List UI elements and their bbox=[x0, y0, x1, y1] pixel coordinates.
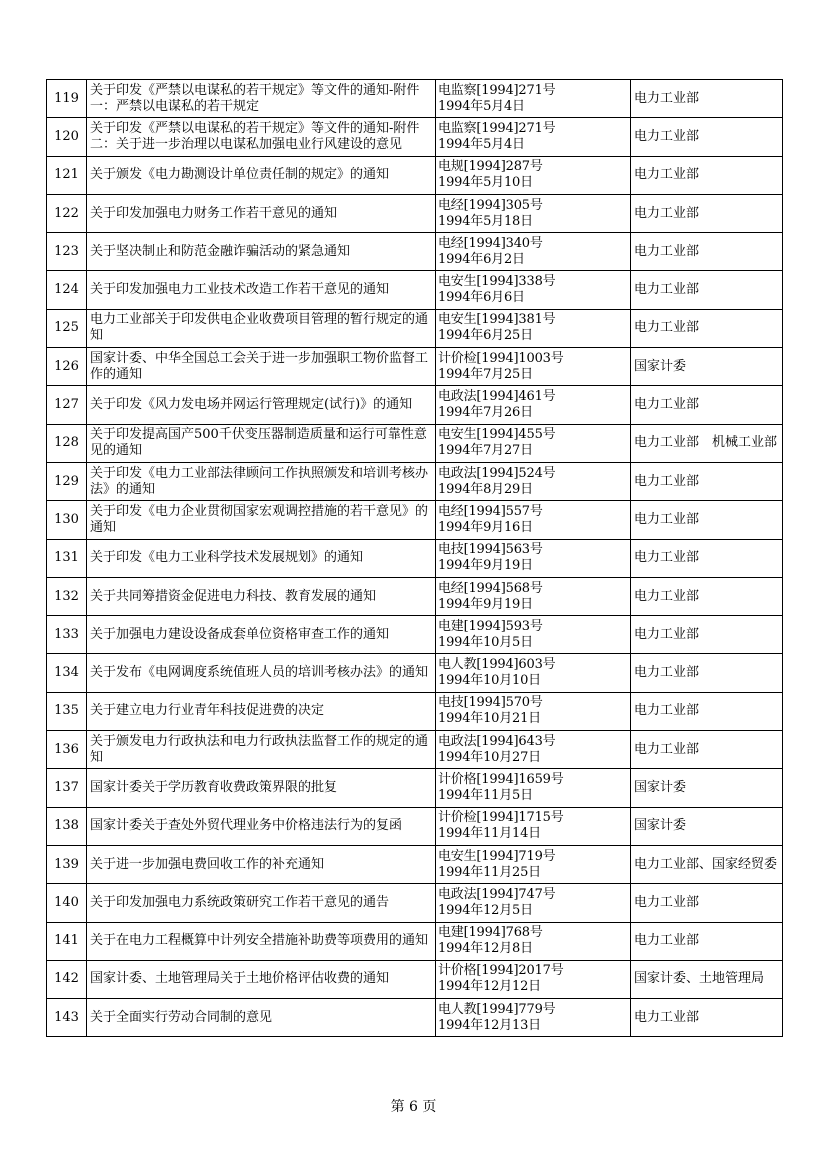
table-row bbox=[47, 118, 783, 156]
document-number-cell bbox=[436, 194, 631, 232]
document-date: 1994年9月19日 bbox=[438, 558, 533, 574]
document-date: 1994年6月25日 bbox=[438, 328, 533, 344]
row-number: 122 bbox=[47, 194, 87, 232]
issuing-organization: 国家计委 bbox=[631, 807, 783, 845]
issuing-organization: 电力工业部 bbox=[631, 309, 783, 347]
document-date: 1994年10月27日 bbox=[438, 749, 541, 765]
table-row bbox=[47, 539, 783, 577]
row-number: 138 bbox=[47, 807, 87, 845]
document-number-cell bbox=[436, 692, 631, 730]
document-date: 1994年5月10日 bbox=[438, 175, 533, 191]
document-date: 1994年7月26日 bbox=[438, 405, 533, 421]
document-title: 关于颁发《电力勘测设计单位责任制的规定》的通知 bbox=[87, 156, 436, 194]
document-number-cell bbox=[436, 731, 631, 769]
document-title: 国家计委、中华全国总工会关于进一步加强职工物价监督工作的通知 bbox=[87, 348, 436, 386]
document-code: 电规[1994]287号 bbox=[438, 159, 543, 175]
issuing-organization: 电力工业部 bbox=[631, 692, 783, 730]
document-title: 关于印发加强电力工业技术改造工作若干意见的通知 bbox=[87, 271, 436, 309]
document-code: 电人教[1994]779号 bbox=[438, 1001, 556, 1017]
row-number: 132 bbox=[47, 577, 87, 615]
issuing-organization: 电力工业部 bbox=[631, 654, 783, 692]
row-number: 143 bbox=[47, 999, 87, 1037]
document-code: 电经[1994]557号 bbox=[438, 503, 543, 519]
document-number-cell bbox=[436, 348, 631, 386]
table-row bbox=[47, 80, 783, 118]
row-number: 127 bbox=[47, 386, 87, 424]
document-title: 国家计委、土地管理局关于土地价格评估收费的通知 bbox=[87, 960, 436, 998]
document-number-cell bbox=[436, 884, 631, 922]
row-number: 123 bbox=[47, 233, 87, 271]
document-code: 电政法[1994]643号 bbox=[438, 733, 556, 749]
document-code: 电经[1994]305号 bbox=[438, 197, 543, 213]
document-title: 关于印发加强电力系统政策研究工作若干意见的通告 bbox=[87, 884, 436, 922]
document-number-cell bbox=[436, 999, 631, 1037]
page-number: 第 6 页 bbox=[390, 1099, 437, 1115]
document-code: 电经[1994]568号 bbox=[438, 580, 543, 596]
document-date: 1994年11月14日 bbox=[438, 826, 541, 842]
document-number-cell bbox=[436, 80, 631, 118]
document-title: 关于印发提高国产500千伏变压器制造质量和运行可靠性意见的通知 bbox=[87, 424, 436, 462]
document-date: 1994年5月4日 bbox=[438, 98, 525, 114]
document-number-cell bbox=[436, 577, 631, 615]
row-number: 141 bbox=[47, 922, 87, 960]
row-number: 131 bbox=[47, 539, 87, 577]
table-row bbox=[47, 654, 783, 692]
issuing-organization: 电力工业部 bbox=[631, 922, 783, 960]
issuing-organization: 电力工业部 机械工业部 bbox=[631, 424, 783, 462]
document-title: 关于印发《严禁以电谋私的若干规定》等文件的通知-附件二：关于进一步治理以电谋私加强电业行风建设的意见 bbox=[87, 118, 436, 156]
table-row bbox=[47, 616, 783, 654]
document-date: 1994年12月13日 bbox=[438, 1017, 541, 1033]
issuing-organization: 电力工业部 bbox=[631, 462, 783, 500]
table-row bbox=[47, 309, 783, 347]
document-code: 电安生[1994]338号 bbox=[438, 274, 556, 290]
document-number-cell bbox=[436, 233, 631, 271]
document-title: 关于印发《风力发电场并网运行管理规定(试行)》的通知 bbox=[87, 386, 436, 424]
document-title: 国家计委关于查处外贸代理业务中价格违法行为的复函 bbox=[87, 807, 436, 845]
document-date: 1994年6月6日 bbox=[438, 290, 525, 306]
document-date: 1994年7月25日 bbox=[438, 366, 533, 382]
issuing-organization: 电力工业部 bbox=[631, 616, 783, 654]
document-code: 电监察[1994]271号 bbox=[438, 120, 556, 136]
document-code: 电安生[1994]381号 bbox=[438, 312, 556, 328]
row-number: 140 bbox=[47, 884, 87, 922]
document-number-cell bbox=[436, 424, 631, 462]
document-number-cell bbox=[436, 118, 631, 156]
issuing-organization: 电力工业部 bbox=[631, 194, 783, 232]
document-code: 电技[1994]570号 bbox=[438, 695, 543, 711]
document-title: 关于发布《电网调度系统值班人员的培训考核办法》的通知 bbox=[87, 654, 436, 692]
issuing-organization: 电力工业部 bbox=[631, 386, 783, 424]
document-date: 1994年10月10日 bbox=[438, 673, 541, 689]
document-date: 1994年8月29日 bbox=[438, 481, 533, 497]
document-number-cell bbox=[436, 156, 631, 194]
document-title: 国家计委关于学历教育收费政策界限的批复 bbox=[87, 769, 436, 807]
row-number: 128 bbox=[47, 424, 87, 462]
document-title: 关于印发加强电力财务工作若干意见的通知 bbox=[87, 194, 436, 232]
document-date: 1994年12月12日 bbox=[438, 979, 541, 995]
document-code: 电政法[1994]524号 bbox=[438, 465, 556, 481]
row-number: 125 bbox=[47, 309, 87, 347]
document-number-cell bbox=[436, 922, 631, 960]
issuing-organization: 电力工业部 bbox=[631, 577, 783, 615]
row-number: 134 bbox=[47, 654, 87, 692]
row-number: 142 bbox=[47, 960, 87, 998]
document-number-cell bbox=[436, 462, 631, 500]
issuing-organization: 电力工业部、国家经贸委 bbox=[631, 845, 783, 883]
issuing-organization: 电力工业部 bbox=[631, 118, 783, 156]
document-code: 电人教[1994]603号 bbox=[438, 657, 556, 673]
document-number-cell bbox=[436, 845, 631, 883]
document-date: 1994年11月5日 bbox=[438, 787, 533, 803]
document-title: 关于全面实行劳动合同制的意见 bbox=[87, 999, 436, 1037]
document-code: 电技[1994]563号 bbox=[438, 542, 543, 558]
document-title: 关于印发《电力企业贯彻国家宏观调控措施的若干意见》的通知 bbox=[87, 501, 436, 539]
issuing-organization: 电力工业部 bbox=[631, 731, 783, 769]
table-row bbox=[47, 156, 783, 194]
table-row bbox=[47, 692, 783, 730]
document-code: 计价格[1994]2017号 bbox=[438, 963, 564, 979]
document-title: 关于建立电力行业青年科技促进费的决定 bbox=[87, 692, 436, 730]
document-title: 关于印发《电力工业科学技术发展规划》的通知 bbox=[87, 539, 436, 577]
row-number: 119 bbox=[47, 80, 87, 118]
table-row bbox=[47, 769, 783, 807]
issuing-organization: 电力工业部 bbox=[631, 80, 783, 118]
row-number: 120 bbox=[47, 118, 87, 156]
document-code: 计价格[1994]1659号 bbox=[438, 771, 564, 787]
document-title: 关于进一步加强电费回收工作的补充通知 bbox=[87, 845, 436, 883]
document-code: 电经[1994]340号 bbox=[438, 235, 543, 251]
issuing-organization: 电力工业部 bbox=[631, 884, 783, 922]
row-number: 121 bbox=[47, 156, 87, 194]
table-row bbox=[47, 348, 783, 386]
row-number: 129 bbox=[47, 462, 87, 500]
document-number-cell bbox=[436, 501, 631, 539]
document-code: 电安生[1994]719号 bbox=[438, 848, 556, 864]
document-code: 计价检[1994]1003号 bbox=[438, 350, 564, 366]
document-date: 1994年10月5日 bbox=[438, 634, 533, 650]
document-date: 1994年12月5日 bbox=[438, 902, 533, 918]
document-number-cell bbox=[436, 654, 631, 692]
document-number-cell bbox=[436, 271, 631, 309]
table-row bbox=[47, 386, 783, 424]
issuing-organization: 国家计委 bbox=[631, 348, 783, 386]
document-title: 关于共同筹措资金促进电力科技、教育发展的通知 bbox=[87, 577, 436, 615]
table-row bbox=[47, 845, 783, 883]
document-date: 1994年9月19日 bbox=[438, 596, 533, 612]
document-date: 1994年5月18日 bbox=[438, 213, 533, 229]
document-number-cell bbox=[436, 386, 631, 424]
document-code: 电政法[1994]461号 bbox=[438, 389, 556, 405]
row-number: 139 bbox=[47, 845, 87, 883]
table-row bbox=[47, 884, 783, 922]
row-number: 126 bbox=[47, 348, 87, 386]
row-number: 135 bbox=[47, 692, 87, 730]
document-title: 电力工业部关于印发供电企业收费项目管理的暂行规定的通知 bbox=[87, 309, 436, 347]
document-date: 1994年10月21日 bbox=[438, 711, 541, 727]
table-row bbox=[47, 501, 783, 539]
document-number-cell bbox=[436, 769, 631, 807]
row-number: 130 bbox=[47, 501, 87, 539]
issuing-organization: 电力工业部 bbox=[631, 233, 783, 271]
document-code: 电建[1994]593号 bbox=[438, 618, 543, 634]
document-title: 关于加强电力建设设备成套单位资格审查工作的通知 bbox=[87, 616, 436, 654]
document-date: 1994年5月4日 bbox=[438, 136, 525, 152]
document-table-body bbox=[47, 80, 783, 1037]
document-code: 电安生[1994]455号 bbox=[438, 427, 556, 443]
table-row bbox=[47, 462, 783, 500]
issuing-organization: 电力工业部 bbox=[631, 271, 783, 309]
document-date: 1994年9月16日 bbox=[438, 519, 533, 535]
document-title: 关于坚决制止和防范金融诈骗活动的紧急通知 bbox=[87, 233, 436, 271]
document-number-cell bbox=[436, 616, 631, 654]
table-row bbox=[47, 233, 783, 271]
issuing-organization: 国家计委、土地管理局 bbox=[631, 960, 783, 998]
document-code: 电监察[1994]271号 bbox=[438, 82, 556, 98]
table-row bbox=[47, 807, 783, 845]
document-date: 1994年12月8日 bbox=[438, 941, 533, 957]
document-table bbox=[46, 79, 783, 1037]
table-row bbox=[47, 271, 783, 309]
document-date: 1994年7月27日 bbox=[438, 443, 533, 459]
table-row bbox=[47, 999, 783, 1037]
issuing-organization: 电力工业部 bbox=[631, 501, 783, 539]
document-title: 关于在电力工程概算中计列安全措施补助费等项费用的通知 bbox=[87, 922, 436, 960]
document-date: 1994年6月2日 bbox=[438, 251, 525, 267]
page-footer bbox=[0, 1098, 827, 1116]
document-date: 1994年11月25日 bbox=[438, 864, 541, 880]
table-row bbox=[47, 194, 783, 232]
document-code: 计价检[1994]1715号 bbox=[438, 810, 564, 826]
table-row bbox=[47, 922, 783, 960]
document-title: 关于印发《严禁以电谋私的若干规定》等文件的通知-附件一：严禁以电谋私的若干规定 bbox=[87, 80, 436, 118]
row-number: 136 bbox=[47, 731, 87, 769]
row-number: 124 bbox=[47, 271, 87, 309]
row-number: 137 bbox=[47, 769, 87, 807]
issuing-organization: 国家计委 bbox=[631, 769, 783, 807]
issuing-organization: 电力工业部 bbox=[631, 539, 783, 577]
document-code: 电建[1994]768号 bbox=[438, 925, 543, 941]
document-title: 关于颁发电力行政执法和电力行政执法监督工作的规定的通知 bbox=[87, 731, 436, 769]
document-number-cell bbox=[436, 539, 631, 577]
table-row bbox=[47, 424, 783, 462]
document-number-cell bbox=[436, 807, 631, 845]
document-title: 关于印发《电力工业部法律顾问工作执照颁发和培训考核办法》的通知 bbox=[87, 462, 436, 500]
document-number-cell bbox=[436, 960, 631, 998]
document-code: 电政法[1994]747号 bbox=[438, 886, 556, 902]
row-number: 133 bbox=[47, 616, 87, 654]
table-row bbox=[47, 577, 783, 615]
document-number-cell bbox=[436, 309, 631, 347]
issuing-organization: 电力工业部 bbox=[631, 999, 783, 1037]
issuing-organization: 电力工业部 bbox=[631, 156, 783, 194]
table-row bbox=[47, 960, 783, 998]
table-row bbox=[47, 731, 783, 769]
